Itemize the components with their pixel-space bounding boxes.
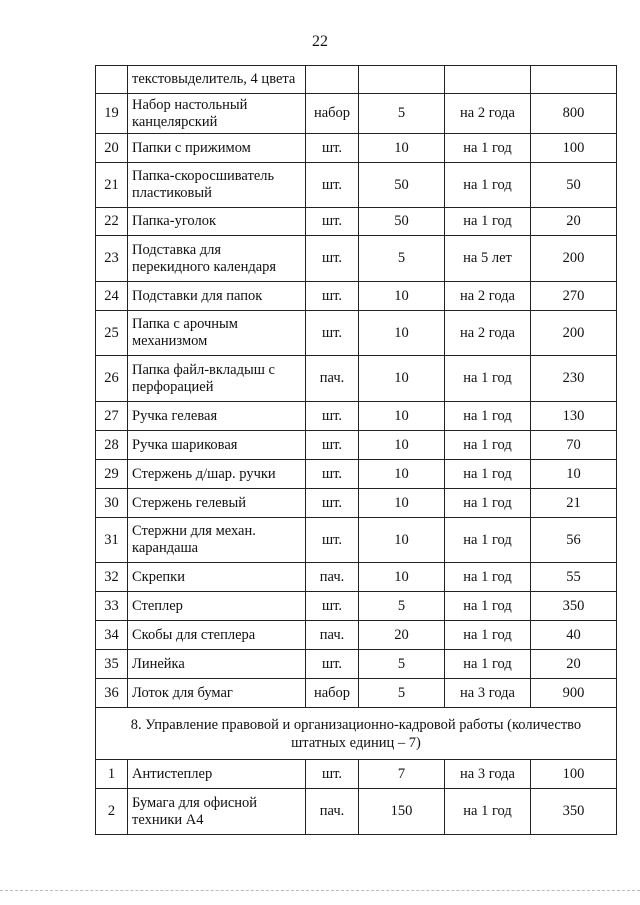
quantity: 10 — [359, 402, 445, 431]
table-body-upper — [96, 66, 617, 708]
period: на 1 год — [445, 356, 531, 402]
section-heading-row — [96, 708, 617, 760]
item-name: Папка-скоросшиватель пластиковый — [128, 163, 306, 208]
unit: шт. — [306, 134, 359, 163]
item-name: Линейка — [128, 650, 306, 679]
unit: шт. — [306, 650, 359, 679]
price: 55 — [531, 563, 617, 592]
quantity: 5 — [359, 592, 445, 621]
unit — [306, 66, 359, 94]
unit: пач. — [306, 621, 359, 650]
price: 900 — [531, 679, 617, 708]
row-number: 29 — [96, 460, 128, 489]
price: 350 — [531, 789, 617, 835]
price: 200 — [531, 236, 617, 282]
table-row — [96, 460, 617, 489]
row-number: 19 — [96, 94, 128, 134]
table-body-lower — [96, 760, 617, 835]
table-row — [96, 563, 617, 592]
quantity: 20 — [359, 621, 445, 650]
period: на 1 год — [445, 402, 531, 431]
unit: пач. — [306, 356, 359, 402]
row-number — [96, 66, 128, 94]
table-row — [96, 489, 617, 518]
item-name: Лоток для бумаг — [128, 679, 306, 708]
item-name: текстовыделитель, 4 цвета — [128, 66, 306, 94]
period: на 2 года — [445, 94, 531, 134]
price: 20 — [531, 208, 617, 236]
quantity: 10 — [359, 460, 445, 489]
row-number: 33 — [96, 592, 128, 621]
unit: шт. — [306, 402, 359, 431]
item-name: Ручка гелевая — [128, 402, 306, 431]
period: на 3 года — [445, 679, 531, 708]
unit: шт. — [306, 460, 359, 489]
row-number: 26 — [96, 356, 128, 402]
unit: набор — [306, 94, 359, 134]
quantity: 10 — [359, 356, 445, 402]
table-row — [96, 789, 617, 835]
quantity: 10 — [359, 282, 445, 311]
unit: шт. — [306, 208, 359, 236]
quantity: 10 — [359, 489, 445, 518]
item-name: Папка с арочным механизмом — [128, 311, 306, 356]
period: на 1 год — [445, 563, 531, 592]
row-number: 24 — [96, 282, 128, 311]
table-row — [96, 134, 617, 163]
price: 20 — [531, 650, 617, 679]
price: 70 — [531, 431, 617, 460]
table-row — [96, 311, 617, 356]
period: на 1 год — [445, 460, 531, 489]
period: на 2 года — [445, 311, 531, 356]
unit: шт. — [306, 489, 359, 518]
quantity: 10 — [359, 518, 445, 563]
item-name: Подставка для перекидного календаря — [128, 236, 306, 282]
row-number: 23 — [96, 236, 128, 282]
unit: шт. — [306, 163, 359, 208]
page-bottom-divider — [0, 890, 640, 891]
period: на 1 год — [445, 621, 531, 650]
item-name: Скрепки — [128, 563, 306, 592]
row-number: 32 — [96, 563, 128, 592]
price: 10 — [531, 460, 617, 489]
table-section — [96, 708, 617, 760]
unit: шт. — [306, 311, 359, 356]
period: на 3 года — [445, 760, 531, 789]
table-row — [96, 236, 617, 282]
row-number: 1 — [96, 760, 128, 789]
period — [445, 66, 531, 94]
table-row — [96, 650, 617, 679]
row-number: 34 — [96, 621, 128, 650]
item-name: Ручка шариковая — [128, 431, 306, 460]
period: на 2 года — [445, 282, 531, 311]
price: 100 — [531, 760, 617, 789]
period: на 5 лет — [445, 236, 531, 282]
table-row — [96, 94, 617, 134]
period: на 1 год — [445, 431, 531, 460]
unit: набор — [306, 679, 359, 708]
table-row — [96, 282, 617, 311]
item-name: Бумага для офисной техники А4 — [128, 789, 306, 835]
price: 270 — [531, 282, 617, 311]
table-row — [96, 356, 617, 402]
item-name: Антистеплер — [128, 760, 306, 789]
price: 56 — [531, 518, 617, 563]
item-name: Папка файл-вкладыш с перфорацией — [128, 356, 306, 402]
unit: пач. — [306, 789, 359, 835]
price: 800 — [531, 94, 617, 134]
item-name: Скобы для степлера — [128, 621, 306, 650]
item-name: Стержень гелевый — [128, 489, 306, 518]
period: на 1 год — [445, 208, 531, 236]
period: на 1 год — [445, 650, 531, 679]
item-name: Папка-уголок — [128, 208, 306, 236]
period: на 1 год — [445, 789, 531, 835]
row-number: 27 — [96, 402, 128, 431]
price: 130 — [531, 402, 617, 431]
quantity: 50 — [359, 208, 445, 236]
unit: шт. — [306, 760, 359, 789]
price: 21 — [531, 489, 617, 518]
table-row — [96, 760, 617, 789]
item-name: Подставки для папок — [128, 282, 306, 311]
price: 200 — [531, 311, 617, 356]
unit: шт. — [306, 236, 359, 282]
price — [531, 66, 617, 94]
row-number: 2 — [96, 789, 128, 835]
price: 350 — [531, 592, 617, 621]
quantity: 5 — [359, 236, 445, 282]
table-row — [96, 402, 617, 431]
item-name: Стержни для механ. карандаша — [128, 518, 306, 563]
quantity — [359, 66, 445, 94]
quantity: 5 — [359, 650, 445, 679]
table-row — [96, 518, 617, 563]
quantity: 7 — [359, 760, 445, 789]
period: на 1 год — [445, 592, 531, 621]
item-name: Набор настольный канцелярский — [128, 94, 306, 134]
row-number: 21 — [96, 163, 128, 208]
row-number: 31 — [96, 518, 128, 563]
price: 40 — [531, 621, 617, 650]
period: на 1 год — [445, 489, 531, 518]
quantity: 50 — [359, 163, 445, 208]
unit: шт. — [306, 431, 359, 460]
row-number: 30 — [96, 489, 128, 518]
unit: шт. — [306, 592, 359, 621]
price: 50 — [531, 163, 617, 208]
period: на 1 год — [445, 134, 531, 163]
period: на 1 год — [445, 518, 531, 563]
row-number: 28 — [96, 431, 128, 460]
section-heading: 8. Управление правовой и организационно-кадровой работы (количество штатных единиц – 7) — [96, 708, 617, 760]
table-row — [96, 621, 617, 650]
quantity: 10 — [359, 431, 445, 460]
quantity: 150 — [359, 789, 445, 835]
quantity: 10 — [359, 311, 445, 356]
table-row — [96, 163, 617, 208]
table-row — [96, 208, 617, 236]
unit: шт. — [306, 282, 359, 311]
page-number: 22 — [312, 33, 328, 50]
quantity: 10 — [359, 563, 445, 592]
quantity: 10 — [359, 134, 445, 163]
item-name: Стержень д/шар. ручки — [128, 460, 306, 489]
quantity: 5 — [359, 94, 445, 134]
row-number: 36 — [96, 679, 128, 708]
price: 100 — [531, 134, 617, 163]
table-row — [96, 592, 617, 621]
table-row — [96, 679, 617, 708]
row-number: 35 — [96, 650, 128, 679]
supplies-table — [95, 65, 617, 835]
unit: шт. — [306, 518, 359, 563]
unit: пач. — [306, 563, 359, 592]
row-number: 25 — [96, 311, 128, 356]
item-name: Степлер — [128, 592, 306, 621]
item-name: Папки с прижимом — [128, 134, 306, 163]
quantity: 5 — [359, 679, 445, 708]
price: 230 — [531, 356, 617, 402]
period: на 1 год — [445, 163, 531, 208]
row-number: 20 — [96, 134, 128, 163]
table-row — [96, 66, 617, 94]
table-row — [96, 431, 617, 460]
row-number: 22 — [96, 208, 128, 236]
